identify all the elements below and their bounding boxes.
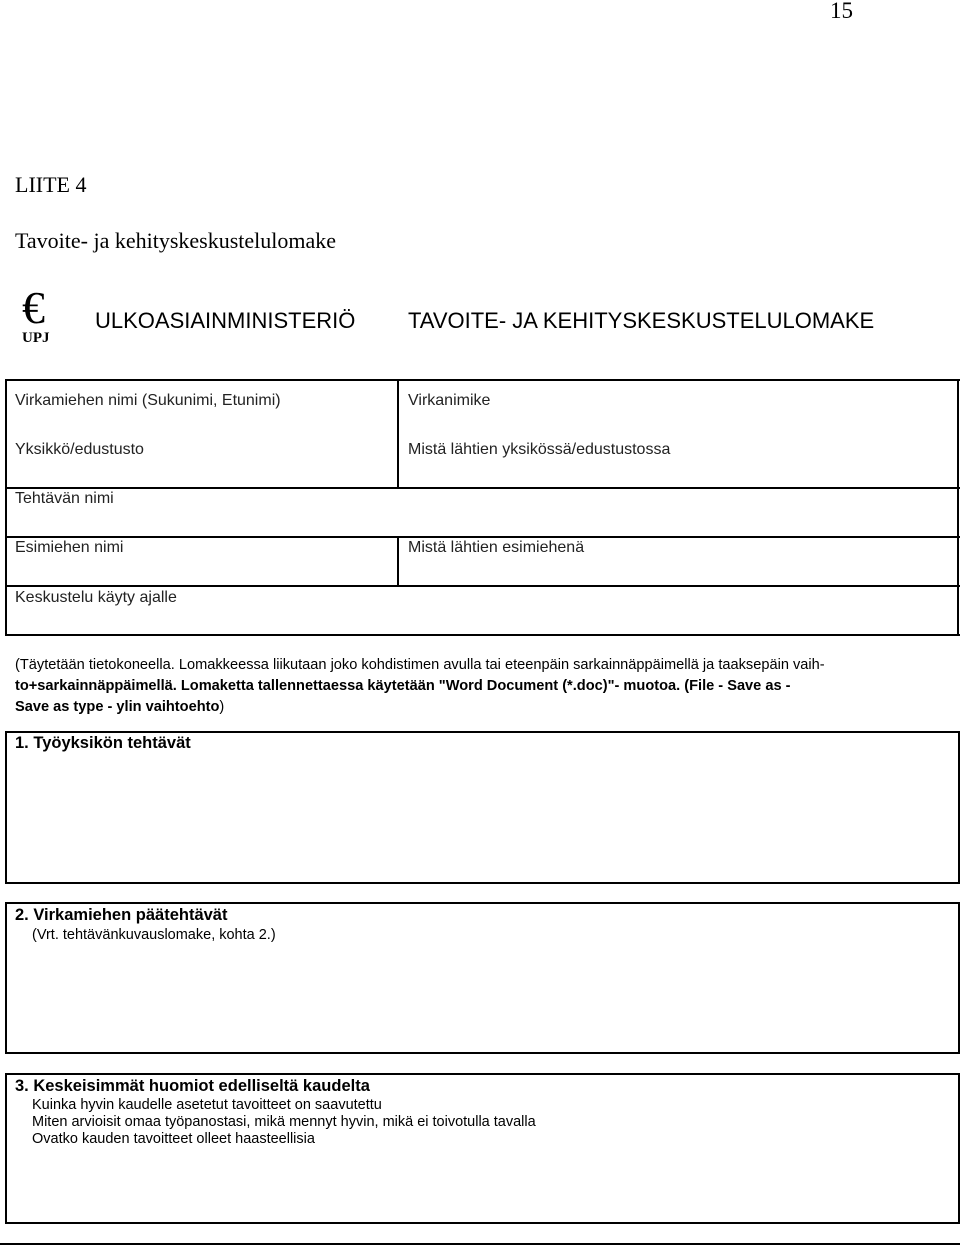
since-in-unit-field[interactable]: Mistä lähtien yksikössä/edustustossa: [408, 441, 671, 458]
section-1-title: 1. Työyksikön tehtävät: [15, 734, 191, 752]
grid-line: [5, 487, 960, 489]
instructions-line-3: Save as type - ylin vaihtoehto: [15, 699, 220, 715]
instructions-line-1: (Täytetään tietokoneella. Lomakkeessa liikutaan joko kohdistimen avulla tai eteenpäin sarkainnäppäimellä ja taaksepäin vaih-: [15, 657, 825, 673]
grid-line: [397, 379, 399, 489]
document-title: Tavoite- ja kehityskeskustelulomake: [15, 228, 337, 253]
job-title-field[interactable]: Virkanimike: [408, 392, 491, 409]
instructions-line-3-end: ): [219, 699, 225, 715]
supervisor-name-field[interactable]: Esimiehen nimi: [15, 539, 124, 556]
section-3-question-3: Ovatko kauden tavoitteet olleet haasteellisia: [32, 1131, 315, 1147]
section-3-title: 3. Keskeisimmät huomiot edelliseltä kaudelta: [15, 1077, 370, 1095]
grid-line: [5, 536, 960, 538]
section-2-title: 2. Virkamiehen päätehtävät: [15, 906, 228, 924]
task-name-field[interactable]: Tehtävän nimi: [15, 490, 114, 507]
instructions-line-1-wrap: [15, 657, 825, 673]
official-name-field[interactable]: Virkamiehen nimi (Sukunimi, Etunimi): [15, 392, 281, 409]
euro-icon: €: [22, 282, 45, 333]
section-2-note: (Vrt. tehtävänkuvauslomake, kohta 2.): [32, 927, 276, 943]
grid-line: [5, 379, 960, 381]
ministry-name: ULKOASIAINMINISTERIÖ: [95, 308, 356, 333]
grid-line: [397, 536, 399, 586]
ministry-logo: [22, 282, 56, 348]
since-as-supervisor-field[interactable]: Mistä lähtien esimiehenä: [408, 539, 585, 556]
grid-line: [5, 634, 960, 636]
unit-field[interactable]: Yksikkö/edustusto: [15, 441, 144, 458]
section-1-box[interactable]: [5, 731, 960, 884]
discussion-period-field[interactable]: Keskustelu käyty ajalle: [15, 589, 177, 606]
page-number: 15: [830, 0, 853, 23]
grid-line: [5, 379, 7, 636]
footer-rule: [0, 1243, 960, 1245]
grid-line: [5, 585, 960, 587]
appendix-title: LIITE 4: [15, 172, 87, 197]
instructions: [15, 655, 845, 718]
section-3-question-2: Miten arvioisit omaa työpanostasi, mikä mennyt hyvin, mikä ei toivotulla tavalla: [32, 1114, 536, 1130]
form-heading: TAVOITE- JA KEHITYSKESKUSTELULOMAKE: [408, 308, 875, 333]
grid-line: [957, 379, 959, 636]
section-3-question-1: Kuinka hyvin kaudelle asetetut tavoitteet on saavutettu: [32, 1097, 382, 1113]
logo-text: UPJ: [22, 330, 50, 346]
instructions-line-2: to+sarkainnäppäimellä. Lomaketta tallennettaessa käytetään "Word Document (*.doc)"- muotoa. (File - Save as -: [15, 678, 791, 694]
